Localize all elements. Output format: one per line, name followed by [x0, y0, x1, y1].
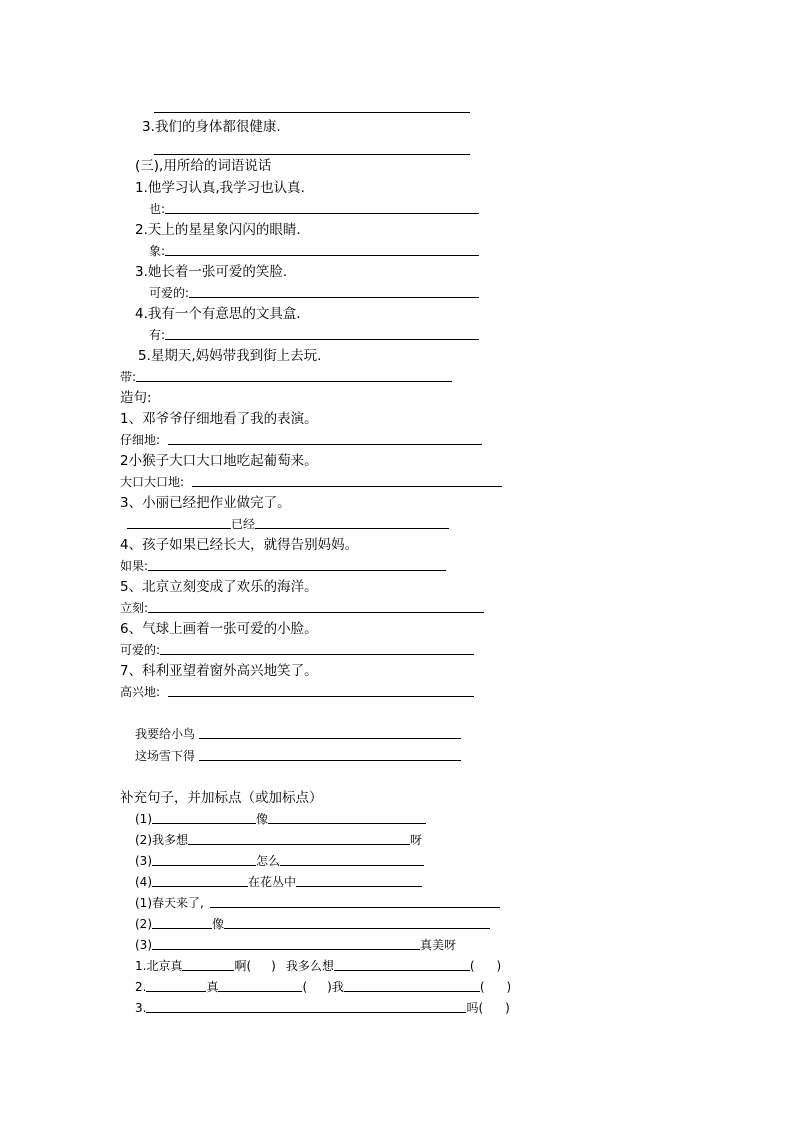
row-text: 怎么	[256, 854, 281, 868]
row-text: )我	[327, 980, 344, 994]
answer-line[interactable]	[152, 948, 420, 950]
row-text: )	[496, 959, 502, 973]
answer-line[interactable]	[152, 822, 256, 824]
zaoju-prompt-1	[120, 434, 482, 446]
prompt-label: 如果:	[120, 559, 149, 573]
sentence-text: 6、气球上画着一张可爱的小脸。	[120, 621, 318, 637]
row-text: 我多么想	[285, 959, 334, 973]
section-c-item-2	[135, 224, 301, 238]
row-label: 1.北京真	[135, 959, 183, 973]
answer-line[interactable]	[189, 296, 479, 298]
row-label: (1)春天来了,	[135, 896, 204, 910]
zaoju-item-5	[120, 581, 318, 595]
zaoju-prompt-7	[120, 686, 474, 698]
zaoju-item-7	[120, 665, 318, 679]
sentence-text: 4.我有一个有意思的文具盒.	[135, 306, 301, 322]
row-text: 呀	[410, 833, 423, 847]
supplement-row-4	[135, 876, 422, 888]
zaoju-item-2	[120, 455, 318, 469]
answer-line[interactable]	[154, 112, 470, 113]
row-text: 啊(	[234, 959, 252, 973]
section-c-prompt-5	[120, 371, 452, 383]
zaoju-item-1	[120, 413, 318, 427]
answer-line[interactable]	[165, 338, 479, 340]
prompt-label: 也:	[149, 202, 166, 216]
prompt-label: 可爱的:	[120, 643, 161, 657]
answer-line[interactable]	[168, 695, 474, 697]
extra-line-2	[135, 750, 461, 762]
prompt-label: 有:	[149, 328, 166, 342]
row-text: )	[505, 1001, 510, 1015]
answer-line[interactable]	[199, 759, 461, 761]
section-title	[135, 160, 271, 174]
answer-line[interactable]	[168, 443, 482, 445]
prompt-label: 已经	[231, 517, 256, 531]
prompt-label: 高兴地:	[120, 685, 161, 699]
sentence-text: 3、小丽已经把作业做完了。	[120, 495, 291, 511]
section-title-text: 补充句子，并加标点（或加标点）	[120, 790, 323, 806]
zaoju-prompt-5	[120, 602, 484, 614]
supplement-row-3	[135, 855, 424, 867]
prompt-label: 立刻:	[120, 601, 149, 615]
answer-line[interactable]	[344, 990, 480, 992]
answer-line[interactable]	[255, 527, 449, 529]
row-label: (2)	[135, 917, 152, 931]
answer-line[interactable]	[182, 969, 234, 971]
zaoju-item-3	[120, 497, 291, 511]
supplement-row-7	[135, 939, 456, 951]
row-label: (2)我多想	[135, 833, 188, 847]
answer-line[interactable]	[218, 990, 302, 992]
prompt-label: 这场雪下得	[135, 749, 196, 763]
row-label: (1)	[135, 812, 152, 826]
prompt-label: 大口大口地:	[120, 475, 185, 489]
supplement-row-2	[135, 834, 422, 846]
row-text: )	[271, 959, 276, 973]
section-c-item-3	[135, 266, 287, 280]
sentence-text: 2小猴子大口大口地吃起葡萄来。	[120, 453, 318, 469]
row-label: (3)	[135, 938, 152, 952]
answer-line[interactable]	[334, 969, 470, 971]
supplement-row-6	[135, 918, 490, 930]
sentence-text: 7、科利亚望着窗外高兴地笑了。	[120, 663, 318, 679]
zaoju-item-6	[120, 623, 318, 637]
row-text: 在花丛中	[248, 875, 297, 889]
supplement-row-8	[135, 960, 501, 972]
answer-line[interactable]	[146, 990, 206, 992]
answer-line[interactable]	[152, 885, 248, 887]
answer-line[interactable]	[136, 380, 452, 382]
row-text: 像	[212, 917, 225, 931]
sentence-text: 4、孩子如果已经长大，就得告别妈妈。	[120, 537, 359, 553]
section-title-text: (三),用所给的词语说话	[135, 158, 272, 174]
row-text: (	[302, 980, 308, 994]
sentence-text: 1、邓爷爷仔细地看了我的表演。	[120, 411, 318, 427]
prompt-label: 仔细地:	[120, 433, 161, 447]
section-c-prompt-1	[149, 203, 479, 215]
prompt-label: 象:	[149, 244, 166, 258]
row-label: 2.	[135, 980, 147, 994]
answer-line[interactable]	[199, 737, 461, 739]
row-text: 吗(	[466, 1001, 484, 1015]
answer-line[interactable]	[268, 822, 426, 824]
supplement-row-9	[135, 981, 511, 993]
row-text: )	[506, 980, 512, 994]
row-text: 真	[206, 980, 219, 994]
sentence-text: 2.天上的星星象闪闪的眼睛.	[135, 222, 301, 238]
answer-line[interactable]	[146, 1011, 466, 1013]
section-c-prompt-3	[149, 287, 479, 299]
prompt-label: 可爱的:	[149, 286, 190, 300]
section-c-item-5	[138, 350, 321, 364]
zaoju-title	[120, 392, 152, 406]
question-text: 3.我们的身体都很健康.	[142, 119, 281, 135]
sentence-text: 5.星期天,妈妈带我到街上去玩.	[138, 348, 322, 364]
answer-line[interactable]	[152, 864, 256, 866]
row-text: 真美呀	[420, 938, 457, 952]
answer-line[interactable]	[165, 212, 479, 214]
answer-line[interactable]	[154, 154, 470, 155]
sentence-text: 1.他学习认真,我学习也认真.	[135, 180, 305, 196]
answer-line[interactable]	[280, 864, 424, 866]
section-c-item-4	[135, 308, 301, 322]
row-label: 3.	[135, 1001, 147, 1015]
zaoju-item-4	[120, 539, 358, 553]
zaoju-prompt-3	[127, 518, 449, 530]
answer-line[interactable]	[148, 611, 484, 613]
prompt-label: 带:	[120, 370, 137, 384]
zaoju-prompt-6	[120, 644, 474, 656]
supplement-row-10	[135, 1002, 510, 1014]
zaoju-prompt-4	[120, 560, 446, 572]
sentence-text: 5、北京立刻变成了欢乐的海洋。	[120, 579, 318, 595]
prompt-label: 我要给小鸟	[135, 727, 196, 741]
section-title-text: 造句:	[120, 390, 152, 406]
answer-line[interactable]	[210, 906, 500, 908]
sentence-text: 3.她长着一张可爱的笑脸.	[135, 264, 288, 280]
section-c-item-1	[135, 182, 305, 196]
answer-line[interactable]	[192, 485, 502, 487]
question-3	[142, 121, 281, 135]
extra-line-1	[135, 728, 461, 740]
answer-line[interactable]	[152, 927, 212, 929]
supplement-row-5	[135, 897, 500, 909]
answer-line[interactable]	[224, 927, 490, 929]
supplement-title	[120, 792, 323, 806]
zaoju-prompt-2	[120, 476, 502, 488]
answer-line[interactable]	[296, 885, 422, 887]
row-label: (3)	[135, 854, 152, 868]
section-c-prompt-4	[149, 329, 479, 341]
section-c-prompt-2	[149, 245, 479, 257]
answer-line[interactable]	[165, 254, 479, 256]
supplement-row-1	[135, 813, 426, 825]
row-text: 像	[256, 812, 269, 826]
row-text: (	[479, 980, 485, 994]
row-label: (4)	[135, 875, 152, 889]
answer-line[interactable]	[160, 653, 474, 655]
row-text: (	[469, 959, 475, 973]
answer-line[interactable]	[148, 569, 446, 571]
answer-line[interactable]	[127, 527, 231, 529]
answer-line[interactable]	[188, 843, 410, 845]
